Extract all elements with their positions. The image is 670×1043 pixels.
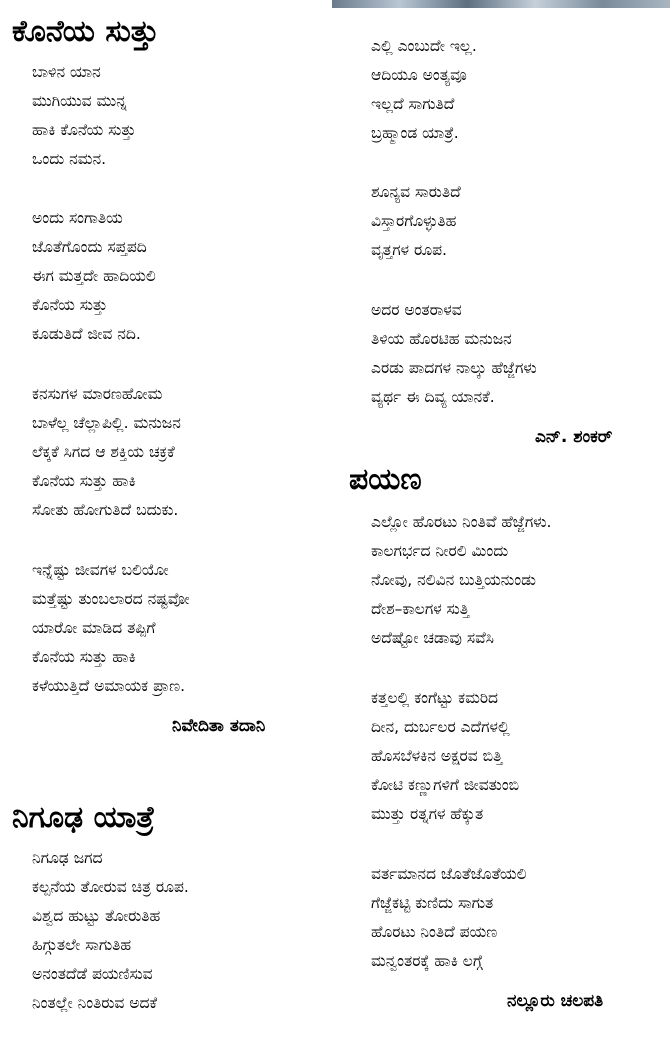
poem-line: ಮುಗಿಯುವ ಮುನ್ನ [32,92,127,110]
poem-line: ಕಾಲಗರ್ಭದ ನೀರಲಿ ಮಿಂದು [371,542,509,560]
poem-line: ಮನ್ವಂತರಕ್ಕೆ ಹಾಕಿ ಲಗ್ಗೆ [371,952,483,970]
poem-line: ಅಂದು ಸಂಗಾತಿಯ [32,209,123,227]
poem-line: ಶೂನ್ಯವ ಸಾರುತಿದೆ [371,183,461,201]
poem-line: ಈಗ ಮತ್ತದೇ ಹಾದಿಯಲಿ [32,267,156,285]
poem-line: ನಿಗೂಢ ಜಗದ [32,849,103,867]
poem-line: ಯಾರೋ ಮಾಡಿದ ತಪ್ಪಿಗೆ [32,619,156,637]
poem-line: ಹೊಸಬೆಳಕಿನ ಅಕ್ಷರವ ಬಿತ್ತಿ [371,747,503,765]
poem-title: ಪಯಣ [349,462,422,497]
poem-line: ವ್ಯರ್ಥ ಈ ದಿವ್ಯ ಯಾನಕೆ. [371,388,495,406]
poem-line: ಎರಡು ಪಾದಗಳ ನಾಲ್ಕು ಹೆಜ್ಜೆಗಳು [371,359,537,377]
poem-line: ಇನ್ನೆಷ್ಟು ಜೀವಗಳ ಬಲಿಯೋ [32,561,169,579]
poem-line: ಕೂಡುತಿದೆ ಜೀವ ನದಿ. [32,325,141,343]
poem-line: ಕೊನೆಯ ಸುತ್ತು ಹಾಕಿ [32,648,136,666]
poem-line: ಹೊರಟು ನಿಂತಿದೆ ಪಯಣ [371,923,498,941]
poem-author: ನಲ್ಲೂರು ಚಲಪತಿ [507,991,604,1011]
poem-line: ಕಲ್ಪನೆಯ ತೋರುವ ಚಿತ್ರ ರೂಪ. [32,878,189,896]
poem-line: ಒಂದು ನಮನ. [32,150,107,168]
poem-line: ಲೆಕ್ಕಕೆ ಸಿಗದ ಆ ಶಕ್ತಿಯ ಚಕ್ರಕೆ [32,443,175,461]
poem-line: ವರ್ತಮಾನದ ಜೊತೆಜೊತೆಯಲಿ [371,865,527,883]
poem-line: ಎಲ್ಲಿ ಎಂಬುದೇ ಇಲ್ಲ. [371,37,477,55]
poem-line: ಮುತ್ತು ರತ್ನಗಳ ಹೆಕ್ಕುತ [371,805,484,823]
poem-line: ಜೊತೆಗೊಂದು ಸಪ್ತಪದಿ [32,238,147,256]
poem-title: ಕೊನೆಯ ಸುತ್ತು [12,14,159,49]
poem-line: ನೋವು, ನಲಿವಿನ ಬುತ್ತಿಯನುಂಡು [371,571,536,589]
decorative-image-strip [332,0,670,8]
poem-line: ಕೋಟಿ ಕಣ್ಣುಗಳಿಗೆ ಜೀವತುಂಬಿ [371,776,520,794]
poem-line: ಕನಸುಗಳ ಮಾರಣಹೋಮ [32,385,163,403]
poem-line: ಅನಂತದೆಡೆ ಪಯಣಿಸುವ [32,965,153,983]
poem-line: ಬಾಳೆಲ್ಲ ಚೆಲ್ಲಾಪಿಲ್ಲಿ. ಮನುಜನ [32,414,181,432]
poem-line: ವೃತ್ತಗಳ ರೂಪ. [371,241,447,259]
poem-line: ಕತ್ತಲಲ್ಲಿ ಕಂಗೆಟ್ಟು ಕಮರಿದ [371,689,499,707]
poem-line: ಬಾಳಿನ ಯಾನ [32,63,101,81]
poem-line: ಹಾಕಿ ಕೊನೆಯ ಸುತ್ತು [32,121,136,139]
poem-line: ದೇಶ–ಕಾಲಗಳ ಸುತ್ತಿ [371,600,470,618]
poem-line: ಬ್ರಹ್ಮಾಂಡ ಯಾತ್ರೆ. [371,124,459,142]
poem-line: ಕೊನೆಯ ಸುತ್ತು [32,296,108,314]
poem-line: ಹಿಗ್ಗುತಲೇ ಸಾಗುತಿಹ [32,936,132,954]
poem-line: ಕೊನೆಯ ಸುತ್ತು ಹಾಕಿ [32,472,136,490]
poem-author: ನಿವೇದಿತಾ ತದಾನಿ [172,716,266,736]
poem-author: ಎನ್. ಶಂಕರ್ [535,427,613,447]
poem-line: ಆದಿಯೂ ಅಂತ್ಯವೂ [371,66,467,84]
poem-line: ಗೆಜ್ಜೆಕಟ್ಟಿ ಕುಣಿದು ಸಾಗುತ [371,894,494,912]
poem-line: ದೀನ, ದುರ್ಬಲರ ಎದೆಗಳಲ್ಲಿ [371,718,510,736]
poem-line: ಅದರ ಅಂತರಾಳವ [371,301,462,319]
poem-line: ಕಳೆಯುತ್ತಿದೆ ಅಮಾಯಕ ಪ್ರಾಣ. [32,677,186,695]
poem-line: ಇಲ್ಲದೆ ಸಾಗುತಿದೆ [371,95,455,113]
poem-line: ತಿಳಿಯ ಹೊರಟಿಹ ಮನುಜನ [371,330,512,348]
poem-line: ನಿಂತಲ್ಲೇ ನಿಂತಿರುವ ಅದಕೆ [32,994,158,1012]
poem-line: ವಿಶ್ವದ ಹುಟ್ಟು ತೋರುತಿಹ [32,907,161,925]
poem-line: ಎಲ್ಲೋ ಹೊರಟು ನಿಂತಿವೆ ಹೆಜ್ಜೆಗಳು. [371,513,552,531]
poem-title: ನಿಗೂಢ ಯಾತ್ರೆ [12,800,155,835]
poem-line: ವಿಸ್ತಾರಗೊಳ್ಳುತಿಹ [371,212,457,230]
poem-line: ಮತ್ತೆಷ್ಟು ತುಂಬಲಾರದ ನಷ್ಟವೋ [32,590,190,608]
poem-line: ಸೋತು ಹೋಗುತಿದೆ ಬದುಕು. [32,501,179,519]
poem-line: ಅದೆಷ್ಟೋ ಚಡಾವು ಸವೆಸಿ [371,629,494,647]
